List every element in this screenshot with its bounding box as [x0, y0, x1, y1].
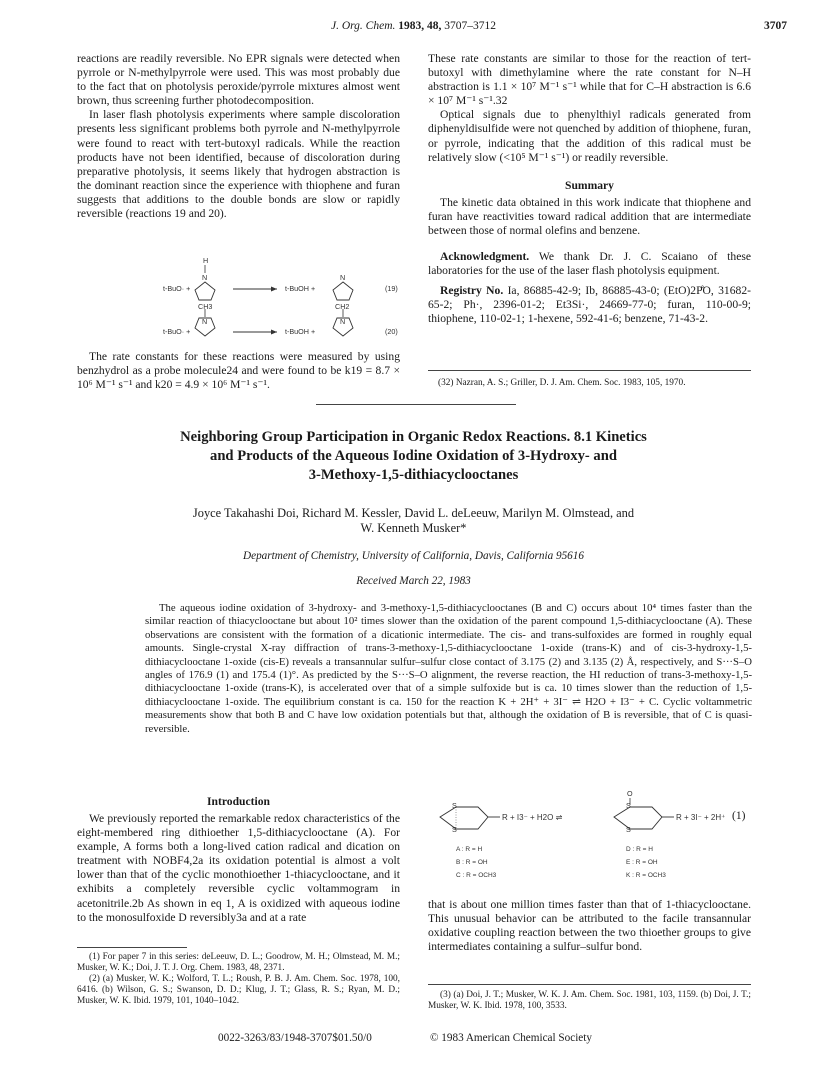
compound-list-left: [456, 843, 496, 882]
footer-code: 0022-3263/83/1948-3707$01.50/0: [218, 1032, 372, 1044]
atom-label: N: [340, 273, 346, 282]
paragraph: We previously reported the remarkable redox characteristics of the eight-membered ring dithioether 1,5-dithiacyclooctane (A). For example, A forms both a long-lived cation radical and dication on treatment with NOBF4,2a its oxidation potential is almost a volt lower than that of the cyclic monothioether 1-thiacyclooctane, and it exhibits a completely reversible cyclic voltammogram in acetonitrile.2b As shown in eq 1, A is oxidized with aqueous iodine to the monosulfoxide D reversibly3a and at a rate: [77, 812, 400, 924]
received-date: Received March 22, 1983: [356, 575, 471, 587]
reaction-scheme: [95, 256, 405, 346]
footnotes-left: [77, 952, 400, 1007]
footnote-2: (2) (a) Musker, W. K.; Wolford, T. L.; Roush, P. B. J. Am. Chem. Soc. 1978, 100, 6416. (b) Wilson, G. S.; Swanson, D. D.; Klug, J. T.; Glass, R. S.; Ryan, M. D.; Musker, W. K. Ibid. 1979, 101, 1040–1042.: [77, 974, 400, 1007]
article-title-line: and Products of the Aqueous Iodine Oxidation of 3-Hydroxy- and: [210, 448, 617, 464]
paragraph: The rate constants for these reactions were measured by using benzhydrol as a probe molecule24 and were found to be k19 = 8.7 × 10⁶ M⁻¹ s⁻¹ and k20 = 4.9 × 10⁶ M⁻¹ s⁻¹.: [77, 350, 400, 392]
article-title: [60, 428, 767, 485]
reaction-structures: [95, 256, 405, 346]
journal-pages: 3707–3712: [444, 20, 497, 32]
reaction-reactant-label: t-BuO· +: [163, 284, 191, 293]
page-number: 3707: [764, 20, 787, 32]
reaction-product-label: t-BuOH +: [285, 284, 316, 293]
atom-label: O: [627, 789, 633, 798]
running-header: [0, 20, 827, 32]
paragraph: that is about one million times faster than that of 1-thiacyclooctane. This unusual behavior can be attributed to the facile transannular oxidative coupling reaction between the two thioether groups to give intermediates containing a sulfur–sulfur bond.: [428, 898, 751, 954]
acknowledgment-heading: Acknowledgment.: [440, 250, 530, 264]
reaction-reactant-label: t-BuO· +: [163, 327, 191, 336]
footnote-divider: [428, 370, 751, 371]
article-title-line: Neighboring Group Participation in Organic Redox Reactions. 8.1 Kinetics: [180, 429, 647, 445]
introduction-left: [77, 795, 400, 925]
equation-number: (1): [732, 810, 746, 822]
reaction-product-label: t-BuOH +: [285, 327, 316, 336]
compound-label: K : R = OCH3: [626, 872, 666, 879]
column-left-continued: [77, 350, 400, 392]
acknowledgment: [428, 250, 751, 278]
footnote-divider: [428, 984, 751, 985]
atom-label: S: [626, 825, 631, 834]
article-title-line: 3-Methoxy-1,5-dithiacyclooctanes: [308, 467, 519, 483]
equation-reactant-text: R + I3⁻ + H2O ⇌: [502, 813, 563, 822]
journal-name: J. Org. Chem.: [330, 20, 396, 32]
column-right-top: [428, 52, 751, 327]
compound-label: C : R = OCH3: [456, 872, 497, 879]
registry-text: Ia, 86885-42-9; Ib, 86885-43-0; (EtO)2P̊O, 31682-65-2; Ph·, 2396-01-2; Et3Si·, 24669-77-0; furan, 110-00-9; thiophene, 110-02-1; 1-hexene, 592-41-6; benzene, 71-43-2.: [428, 284, 751, 326]
equation-product-text: R + 3I⁻ + 2H⁺: [676, 813, 726, 822]
paragraph: In laser flash photolysis experiments where sample discoloration presents less significant problems both pyrrole and N-methylpyrrole were found to react with tert-butoxyl radicals. While the reaction products have not been identified, because of discoloration during preparative photolysis, it seems likely that hydrogen abstraction is the dominant reaction since the experience with thiophene and furan suggests that additions to the double bonds are slow or rapidly reversible (reactions 19 and 20).: [77, 108, 400, 221]
footnote-divider: [77, 947, 187, 948]
atom-label: S: [452, 801, 457, 810]
atom-label: S: [452, 825, 457, 834]
abstract-text: The aqueous iodine oxidation of 3-hydroxy- and 3-methoxy-1,5-dithiacyclooctanes (B and C) occurs about 10⁴ times faster than the similar reaction of thiacyclooctane but about 10² times slower than the oxidation of the parent compound 1,5-dithiacyclooctane (A). These observations are consistent with the formation of a dicationic intermediate. The cis- and trans-sulfoxides are formed in roughly equal amounts. Single-crystal X-ray diffraction of trans-3-methoxy-1,5-dithiacyclooctane 1-oxide (trans-K) and of cis-3-hydroxy-1,5-dithiacyclooctane 1-oxide (cis-E) reveals a transannular sulfur–sulfur close contact of 3.175 (2) and 3.135 (2) Å, respectively, and S···S–O angles of 176.9 (1) and 175.4 (1)°. As predicted by the S···S–O alignment, the reverse reaction, the HI reduction of trans-3-methoxy-1,5-dithiacyclooctane 1-oxide (trans-K), is accelerated over that of a simple sulfoxide but is ca. 10 times slower than the reduction of 1,5-dithiacyclooctane 1-oxide. The equilibrium constant is ca. 150 for the reaction K + 2H⁺ + 3I⁻ ⇌ H2O + I3⁻ + C. Cyclic voltammetric measurements show that both B and C have low oxidation potentials but that, although the oxidation of B is reversible, that of C is quasi-reversible.: [145, 602, 752, 735]
section-heading-introduction: Introduction: [207, 795, 270, 808]
footnote-32: (32) Nazran, A. S.; Griller, D. J. Am. Chem. Soc. 1983, 105, 1970.: [438, 378, 686, 388]
equation-number: (20): [385, 327, 398, 336]
compound-label: A : R = H: [456, 846, 483, 853]
paragraph: The kinetic data obtained in this work indicate that thiophene and furan have reactivities toward radical addition that are intermediate between those of normal olefins and benzene.: [428, 195, 751, 237]
atom-label: N: [340, 317, 346, 326]
paragraph: reactions are readily reversible. No EPR signals were detected when pyrrole or N-methylpyrrole were used. This was most probably due to the fact that on photolysis peroxide/pyrrole mixtures almost went brown, thus screening further photodecomposition.: [77, 52, 400, 108]
footnotes-right: [428, 990, 751, 1012]
atom-label: N: [202, 317, 208, 326]
acknowledgment-text: We thank Dr. J. C. Scaiano of these laboratories for the use of the laser flash photolysis equipment.: [428, 250, 751, 278]
compound-label: B : R = OH: [456, 859, 488, 866]
introduction-right: [428, 898, 751, 954]
paragraph: Optical signals due to phenylthiyl radicals generated from diphenyldisulfide were not quenched by addition of thiophene, furan, or pyrrole, indicating that the addition of this radical must be relatively slow (<10⁵ M⁻¹ s⁻¹) or readily reversible.: [428, 108, 751, 164]
footnote-1: (1) For paper 7 in this series: deLeeuw, D. L.; Goodrow, M. H.; Olmstead, M. M.; Musker, W. K.; Doi, J. T. J. Org. Chem. 1983, 48, 2371.: [77, 952, 400, 974]
section-heading-summary: Summary: [565, 178, 614, 192]
atom-label: CH3: [198, 302, 213, 311]
article-separator: [316, 404, 516, 405]
column-left-top: [77, 52, 400, 221]
compound-list-right: [626, 843, 666, 882]
journal-year-volume: 1983, 48,: [398, 20, 442, 32]
compound-label: E : R = OH: [626, 859, 658, 866]
abstract: [145, 602, 752, 736]
atom-label: CH2: [335, 302, 350, 311]
compound-label: D : R = H: [626, 846, 653, 853]
author-list: [60, 506, 767, 536]
equation-1: [428, 789, 751, 885]
affiliation: Department of Chemistry, University of California, Davis, California 95616: [243, 550, 584, 562]
paragraph: These rate constants are similar to those for the reaction of tert-butoxyl with dimethylamine where the rate constant for N–H abstraction is 1.1 × 10⁷ M⁻¹ s⁻¹ while that for C–H abstraction is 6.6 × 10⁷ M⁻¹ s⁻¹.32: [428, 52, 751, 108]
registry-numbers: [428, 284, 751, 326]
atom-label: S: [626, 801, 631, 810]
atom-label: N: [202, 273, 208, 282]
footer-copyright: © 1983 American Chemical Society: [430, 1032, 592, 1044]
registry-heading: Registry No.: [440, 284, 504, 298]
equation-number: (19): [385, 284, 398, 293]
author-line: W. Kenneth Musker*: [360, 521, 467, 535]
footnote-3: (3) (a) Doi, J. T.; Musker, W. K. J. Am. Chem. Soc. 1981, 103, 1159. (b) Doi, J. T.; Musker, W. K. Ibid. 1978, 100, 3533.: [428, 990, 751, 1012]
author-line: Joyce Takahashi Doi, Richard M. Kessler, David L. deLeeuw, Marilyn M. Olmstead, and: [192, 506, 635, 520]
atom-label: H: [203, 256, 209, 265]
